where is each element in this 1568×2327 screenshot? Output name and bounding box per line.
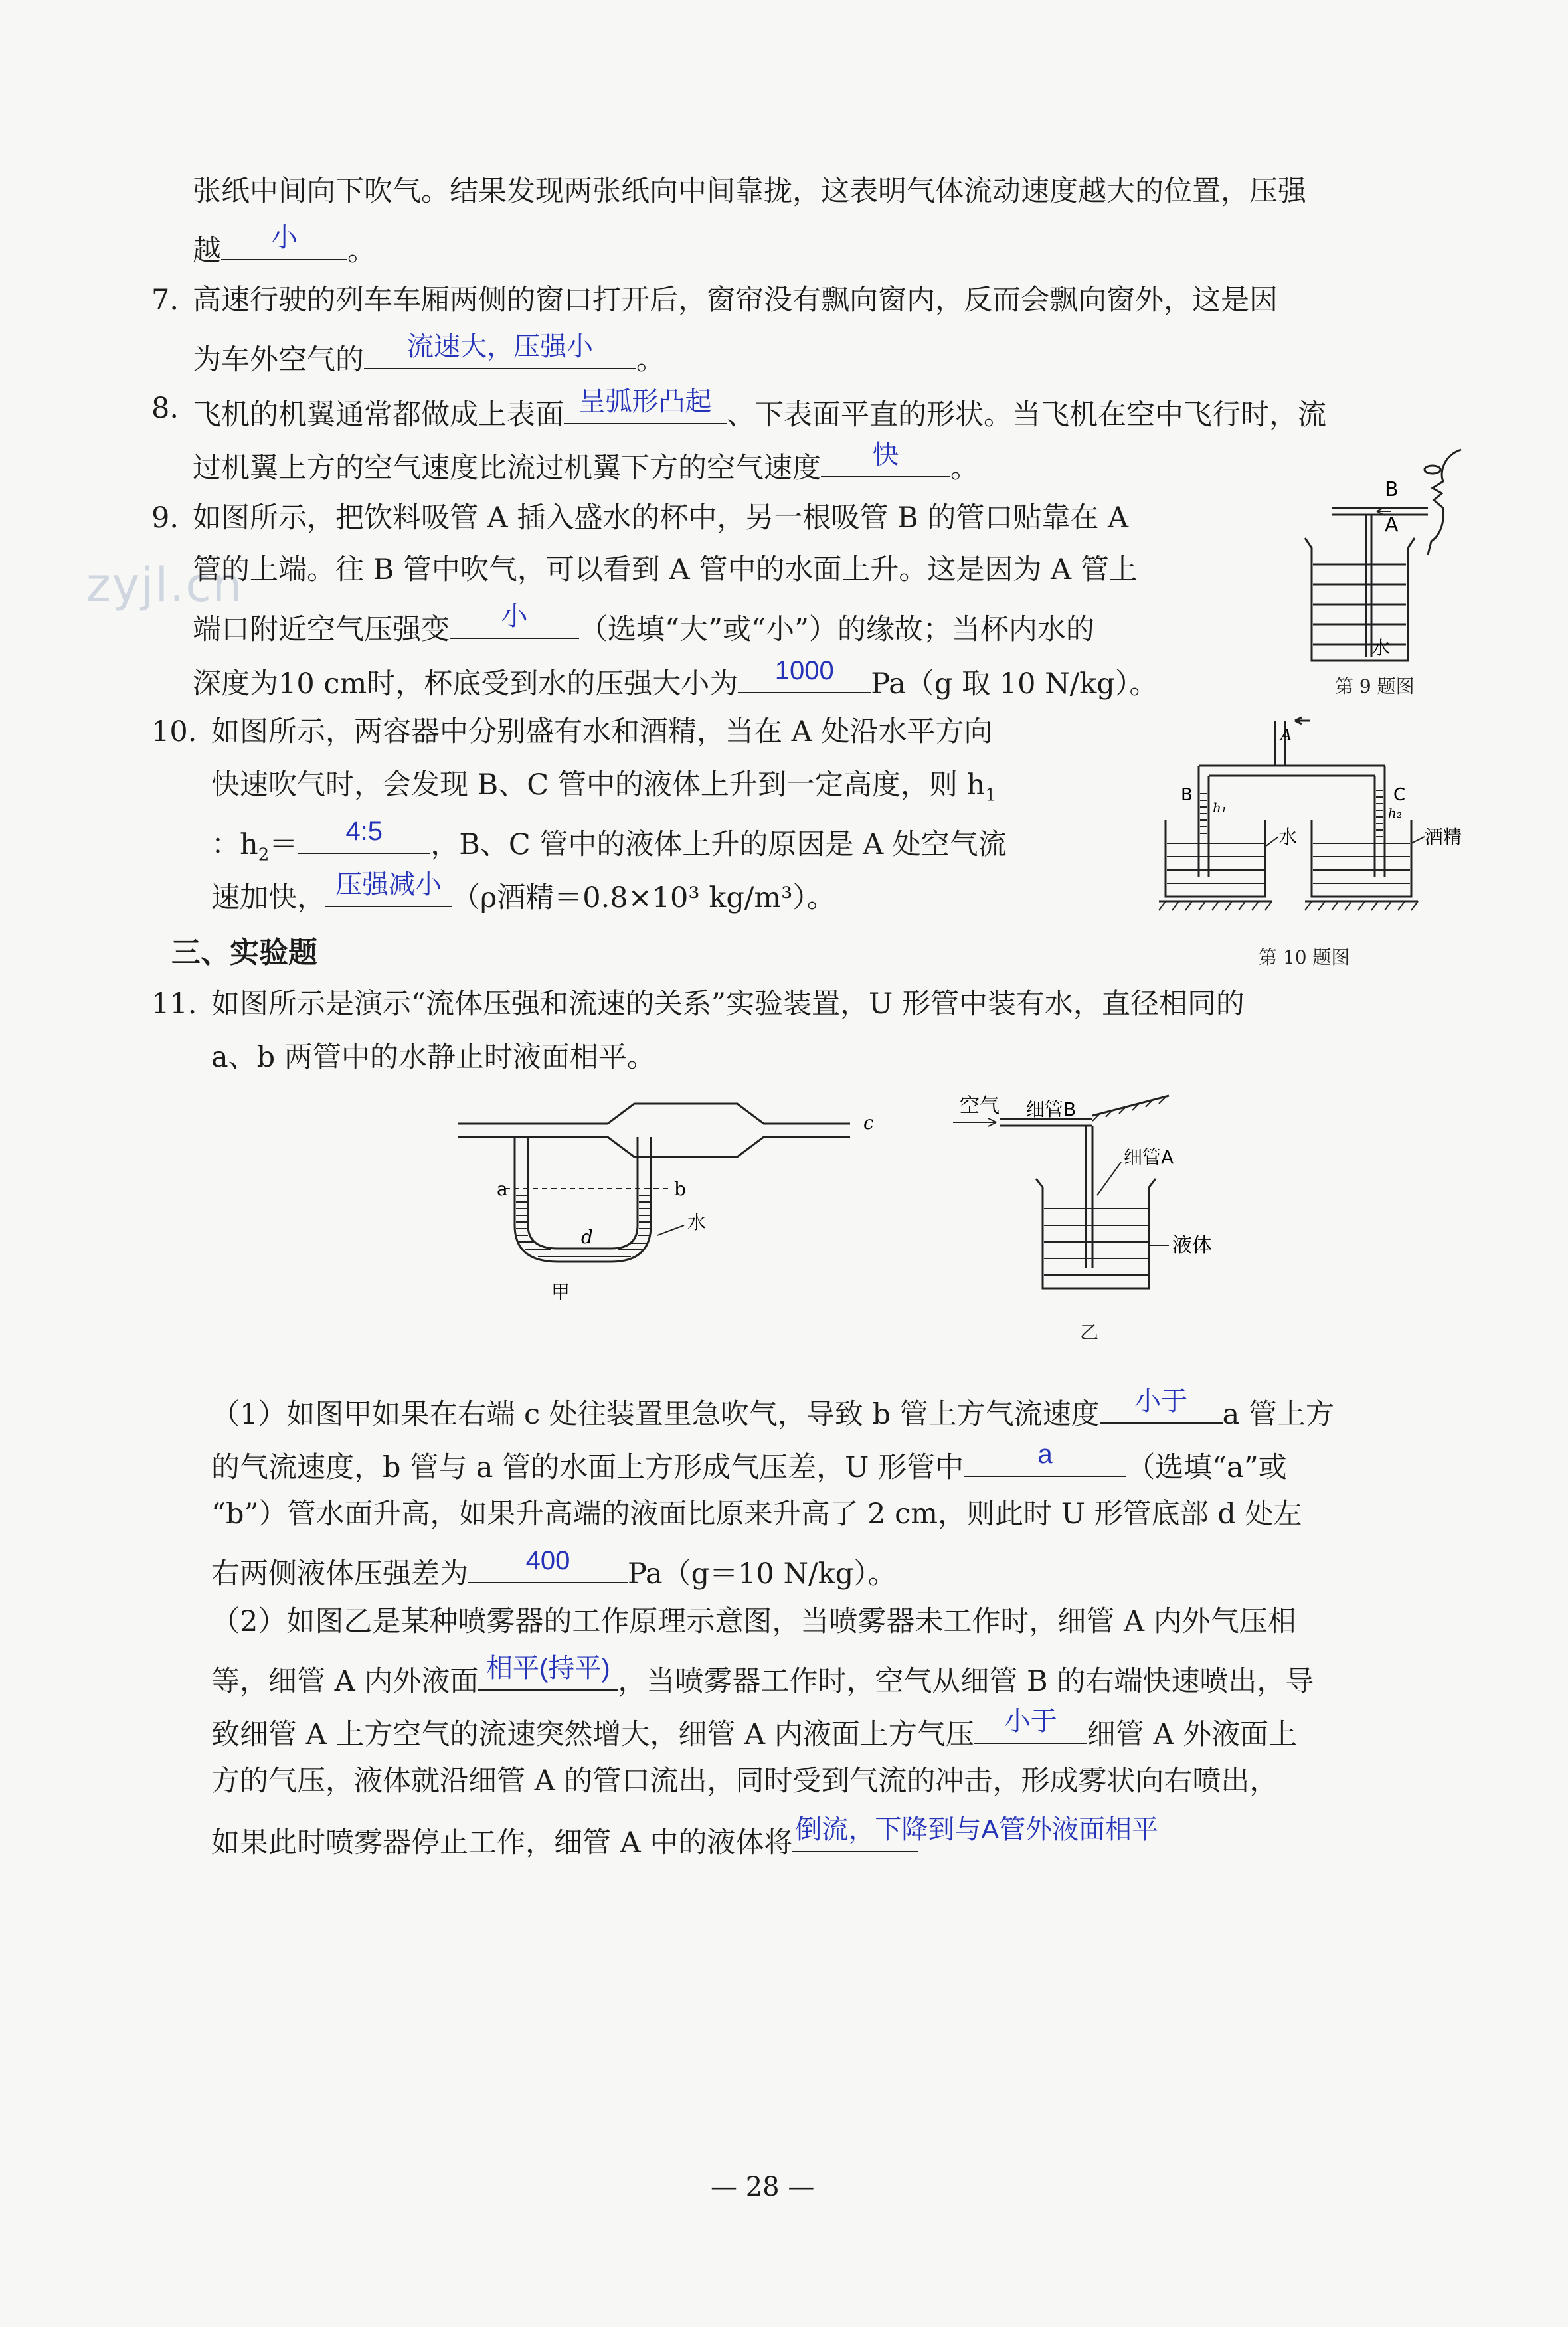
q10-sub-1: 1 — [985, 785, 996, 806]
q9-answer2: 1000 — [774, 656, 834, 685]
q9-text: 端口附近空气压强变 — [193, 613, 450, 646]
q9-fig-label-a: A — [1385, 513, 1399, 537]
q11-line1: 如图所示是演示“流体压强和流速的关系”实验装置，U 形管中装有水，直径相同的 — [211, 988, 1245, 1021]
q11-p2-text3: 致细管 A 上方空气的流速突然增大，细管 A 内液面上方气压 — [211, 1718, 974, 1751]
q9-text2: 深度为10 cm时，杯底受到水的压强大小为 — [193, 667, 739, 701]
q6-line2 — [193, 224, 376, 271]
q11-p1-text: （1）如图甲如果在右端 c 处往装置里急吹气，导致 b 管上方气流速度 — [211, 1398, 1100, 1431]
q11-number: 11. — [151, 988, 197, 1021]
q8-number: 8. — [151, 392, 179, 425]
q9-answer1-blank[interactable] — [450, 603, 579, 639]
q9-line4 — [193, 657, 1158, 704]
q11-p1-answer1-blank[interactable] — [1100, 1388, 1223, 1424]
q11-p1-line1 — [211, 1388, 1334, 1434]
section-3-title: 三、实验题 — [171, 936, 317, 970]
watermark: zyjl.cn — [86, 558, 244, 612]
q10-line2 — [211, 765, 996, 816]
q6-text-end: 。 — [347, 234, 376, 268]
q10-text2: ：h — [211, 828, 258, 861]
q9-fig-label-b: B — [1385, 478, 1399, 501]
q6-text: 越 — [193, 234, 221, 268]
q11-line2: a、b 两管中的水静止时液面相平。 — [211, 1041, 655, 1074]
q11-p1-answer2-blank[interactable] — [964, 1441, 1126, 1477]
q11-p2-text-mid: ，当喷雾器工作时，空气从细管 B 的右端快速喷出，导 — [618, 1665, 1314, 1698]
q11-p2-text5: 如果此时喷雾器停止工作，细管 A 中的液体将 — [211, 1826, 793, 1859]
q10-line1: 如图所示，两容器中分别盛有水和酒精，当在 A 处沿水平方向 — [211, 715, 993, 748]
q11-yi-label-tube-a: 细管A — [1124, 1146, 1174, 1168]
q8-answer1: 呈弧形凸起 — [578, 387, 712, 416]
q10-line3 — [211, 818, 1007, 875]
q11-p2-line5 — [211, 1815, 1159, 1863]
q9-fig-label-water: 水 — [1371, 637, 1391, 659]
q10-fig-label-alcohol: 酒精 — [1425, 826, 1462, 848]
q10-answer1: 4:5 — [345, 817, 383, 846]
q11-p2-answer3-blank[interactable] — [792, 1815, 1159, 1852]
q11-p2-answer1: 相平(持平) — [486, 1654, 610, 1683]
q11-p1-line2 — [211, 1441, 1287, 1488]
q7-line2 — [193, 333, 665, 380]
q8-text: 飞机的机翼通常都做成上表面 — [193, 398, 564, 432]
q8-answer1-blank[interactable] — [564, 388, 727, 424]
q9-line2: 管的上端。往 B 管中吹气，可以看到 A 管中的水面上升。这是因为 A 管上 — [193, 553, 1138, 586]
q11-p2-answer1-blank[interactable] — [478, 1655, 618, 1691]
q6-answer-blank[interactable] — [221, 224, 347, 260]
q10-fig-label-water: 水 — [1278, 826, 1298, 848]
q11-p2-line2 — [211, 1655, 1314, 1701]
q10-fig-label-h2: h₂ — [1388, 805, 1402, 821]
q11-yi-label-tube-b: 细管B — [1026, 1098, 1077, 1120]
q11-jia-label-d: d — [581, 1226, 593, 1248]
page-number: — 28 — — [711, 2172, 815, 2202]
q9-answer1: 小 — [501, 602, 528, 631]
q11-p1-answer2: a — [1037, 1440, 1053, 1469]
q6-answer: 小 — [271, 223, 298, 252]
q8-line1 — [193, 388, 1326, 435]
q10-fig-label-c: C — [1393, 785, 1406, 805]
q10-answer1-blank[interactable] — [298, 818, 430, 854]
q10-text: 快速吹气时，会发现 B、C 管中的液体上升到一定高度，则 h — [211, 768, 986, 802]
q10-number: 10. — [151, 715, 197, 748]
q11-figure-yi — [950, 1089, 1235, 1315]
q9-number: 9. — [151, 501, 179, 535]
q11-p2-text-mid3: 细管 A 外液面上 — [1087, 1718, 1298, 1751]
q11-p2-text: 等，细管 A 内外液面 — [211, 1665, 479, 1698]
q9-text-mid: （选填“大”或“小”）的缘故；当杯内水的 — [579, 613, 1094, 646]
q11-jia-label-b: b — [674, 1178, 686, 1200]
q11-p1-text-end: Pa（g＝10 N/kg）。 — [628, 1557, 897, 1591]
q7-answer: 流速大，压强小 — [407, 332, 593, 361]
q8-line2 — [193, 442, 979, 488]
q9-answer2-blank[interactable] — [738, 657, 871, 693]
q11-p2-answer2: 小于 — [1003, 1707, 1057, 1736]
q11-p1-answer3: 400 — [525, 1546, 570, 1575]
q11-jia-caption: 甲 — [551, 1281, 570, 1303]
q8-text-mid: 、下表面平直的形状。当飞机在空中飞行时，流 — [727, 398, 1326, 432]
q8-answer2: 快 — [872, 440, 899, 470]
q11-p2-line1: （2）如图乙是某种喷雾器的工作原理示意图，当喷雾器未工作时，细管 A 内外气压相 — [211, 1605, 1296, 1638]
q11-yi-label-liquid: 液体 — [1172, 1234, 1212, 1257]
q10-text3: 速加快， — [211, 881, 325, 914]
q11-p1-text-mid: a 管上方 — [1222, 1398, 1334, 1431]
q10-fig-label-a: A — [1280, 726, 1292, 744]
q10-text-end: （ρ酒精＝0.8×10³ kg/m³）。 — [452, 881, 835, 914]
q11-p1-answer1: 小于 — [1134, 1387, 1188, 1416]
q11-p2-line4: 方的气压，液体就沿细管 A 的管口流出，同时受到气流的冲击，形成雾状向右喷出， — [211, 1765, 1278, 1798]
q7-text-end: 。 — [636, 343, 665, 377]
q9-text-end: Pa（g 取 10 N/kg）。 — [871, 667, 1158, 701]
q11-yi-caption-text: 乙 — [1080, 1322, 1099, 1343]
q11-p2-answer3: 倒流，下降到与A管外液面相平 — [795, 1815, 1159, 1844]
q11-jia-label-c: c — [863, 1112, 874, 1134]
q11-jia-label-water: 水 — [687, 1211, 707, 1233]
q11-figure-jia — [452, 1096, 897, 1308]
q10-figure-caption: 第 10 题图 — [1259, 946, 1350, 968]
q9-line1: 如图所示，把饮料吸管 A 插入盛水的杯中，另一根吸管 B 的管口贴靠在 A — [193, 501, 1129, 535]
q10-fig-label-b: B — [1181, 785, 1193, 805]
q10-line4 — [211, 871, 835, 918]
q11-p2-answer2-blank[interactable] — [974, 1708, 1087, 1744]
q10-fig-label-h1: h₁ — [1213, 800, 1227, 816]
q10-eq: ＝ — [269, 828, 298, 861]
q11-yi-label-air: 空气 — [960, 1094, 1000, 1118]
q7-line1: 高速行驶的列车车厢两侧的窗口打开后，窗帘没有飘向窗内，反而会飘向窗外，这是因 — [193, 284, 1278, 317]
q7-answer-blank[interactable] — [364, 333, 636, 369]
q8-text-end: 。 — [950, 452, 979, 485]
q7-text: 为车外空气的 — [193, 343, 364, 377]
q10-answer2: 压强减小 — [335, 870, 442, 899]
q8-answer2-blank[interactable] — [821, 442, 950, 477]
q9-figure-caption: 第 9 题图 — [1335, 675, 1415, 697]
q10-answer2-blank[interactable] — [325, 871, 452, 907]
q10-text-mid: ，B、C 管中的液体上升的原因是 A 处空气流 — [430, 828, 1007, 861]
q8-text2: 过机翼上方的空气速度比流过机翼下方的空气速度 — [193, 452, 821, 485]
q9-figure — [1292, 442, 1491, 667]
q11-p1-text2: 的气流速度，b 管与 a 管的水面上方形成气压差，U 形管中 — [211, 1451, 964, 1484]
q6-line1: 张纸中间向下吹气。结果发现两张纸向中间靠拢，这表明气体流动速度越大的位置，压强 — [193, 175, 1306, 208]
q9-line3 — [193, 603, 1094, 649]
q10-sub-2: 2 — [258, 845, 270, 865]
q11-p1-text-mid2: （选填“a”或 — [1126, 1451, 1287, 1484]
q11-p1-line4 — [211, 1547, 897, 1594]
q11-p1-line3: “b”）管水面升高，如果升高端的液面比原来升高了 2 cm，则此时 U 形管底部 d 处左 — [211, 1498, 1302, 1531]
q11-p2-line3 — [211, 1708, 1297, 1755]
q11-p1-answer3-blank[interactable] — [468, 1547, 628, 1583]
q11-jia-label-a: a — [497, 1178, 508, 1200]
q11-p1-text4: 右两侧液体压强差为 — [211, 1557, 468, 1591]
q10-figure — [1156, 707, 1488, 920]
q7-number: 7. — [151, 284, 179, 317]
